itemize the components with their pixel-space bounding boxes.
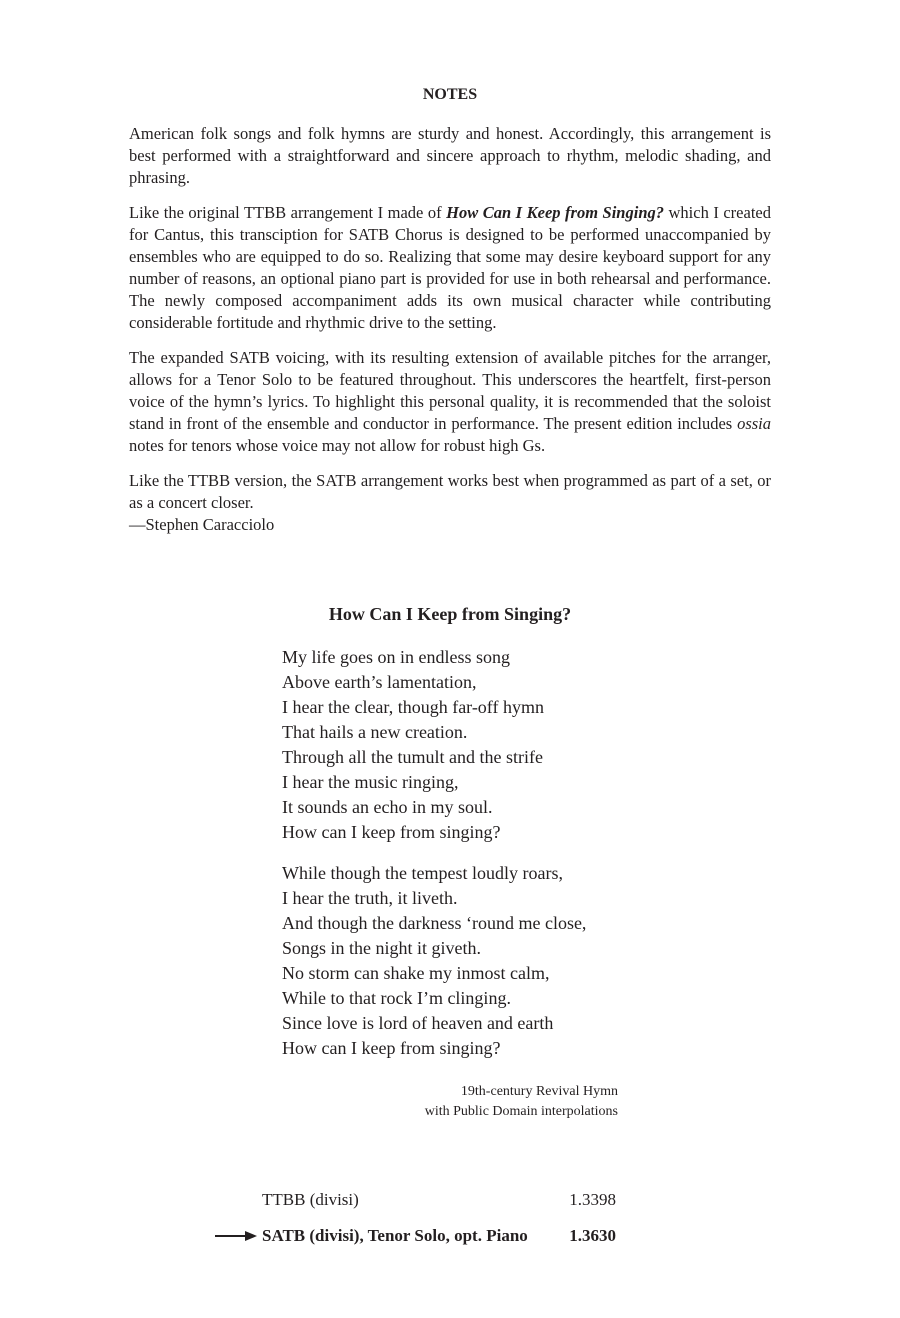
stanza-line: While to that rock I’m clinging. <box>282 988 511 1008</box>
stanza-line: I hear the music ringing, <box>282 772 459 792</box>
stanza-line: It sounds an echo in my soul. <box>282 797 493 817</box>
edition-label: SATB (divisi), Tenor Solo, opt. Piano <box>262 1226 528 1245</box>
notes-p3-text-a: The expanded SATB voicing, with its resulting extension of available pitches for the arranger, allows for a Tenor Solo to be featured throughout. This underscores the heartfelt, first-person voice of the hymn’s lyrics. To highlight this personal quality, it is recommended that the soloist stand in front of the ensemble and conductor in performance. The present edition includes <box>129 348 771 433</box>
notes-section <box>129 123 771 549</box>
notes-signature: —Stephen Caracciolo <box>129 515 275 534</box>
notes-p3-ossia: ossia <box>737 414 771 433</box>
stanza-line: No storm can shake my inmost calm, <box>282 963 550 983</box>
stanza-line: I hear the clear, though far-off hymn <box>282 697 544 717</box>
edition-number: 1.3630 <box>569 1226 616 1245</box>
edition-row-satb <box>0 1226 900 1250</box>
stanza-line: My life goes on in endless song <box>282 647 510 667</box>
stanza-line: Songs in the night it giveth. <box>282 938 482 958</box>
hymn-source <box>425 1082 618 1122</box>
stanza-line: How can I keep from singing? <box>282 1038 501 1058</box>
notes-heading: NOTES <box>422 86 478 103</box>
notes-p2-title: How Can I Keep from Singing? <box>446 203 664 222</box>
hymn-stanza-2 <box>282 861 586 1061</box>
notes-paragraph-2 <box>129 202 771 334</box>
source-line-1: 19th-century Revival Hymn <box>460 1084 618 1099</box>
stanza-line: Through all the tumult and the strife <box>282 747 543 767</box>
edition-number: 1.3398 <box>569 1190 616 1209</box>
notes-paragraph-3 <box>129 347 771 457</box>
edition-label: TTBB (divisi) <box>262 1190 359 1209</box>
stanza-line: And though the darkness ‘round me close, <box>282 913 587 933</box>
notes-p2-text-a: Like the original TTBB arrangement I made of <box>129 203 447 222</box>
stanza-line: Above earth’s lamentation, <box>282 672 477 692</box>
notes-paragraph-1: American folk songs and folk hymns are sturdy and honest. Accordingly, this arrangement is best performed with a straightforward and sincere approach to rhythm, melodic shading, and phrasing. <box>129 124 771 187</box>
notes-p3-text-b: notes for tenors whose voice may not allow for robust high Gs. <box>129 436 546 455</box>
hymn-title: How Can I Keep from Singing? <box>328 604 572 624</box>
arrow-right-icon <box>215 1230 257 1242</box>
stanza-line: Since love is lord of heaven and earth <box>282 1013 554 1033</box>
notes-p2-text-b: which I created for Cantus, this transciption for SATB Chorus is designed to be performed unaccompanied by ensembles who are equipped to do so. Realizing that some may desire keyboard support for any number of reasons, an optional piano part is provided for use in both rehearsal and performance. The newly composed accompaniment adds its own musical character while contributing considerable fortitude and rhythmic drive to the setting. <box>129 203 771 332</box>
stanza-line: That hails a new creation. <box>282 722 468 742</box>
source-line-2: with Public Domain interpolations <box>424 1104 618 1119</box>
stanza-line: I hear the truth, it liveth. <box>282 888 458 908</box>
edition-row-ttbb <box>0 1190 900 1214</box>
stanza-line: How can I keep from singing? <box>282 822 501 842</box>
hymn-stanza-1 <box>282 645 544 845</box>
notes-paragraph-4: Like the TTBB version, the SATB arrangement works best when programmed as part of a set, or as a concert closer. <box>129 471 771 512</box>
stanza-line: While though the tempest loudly roars, <box>282 863 563 883</box>
